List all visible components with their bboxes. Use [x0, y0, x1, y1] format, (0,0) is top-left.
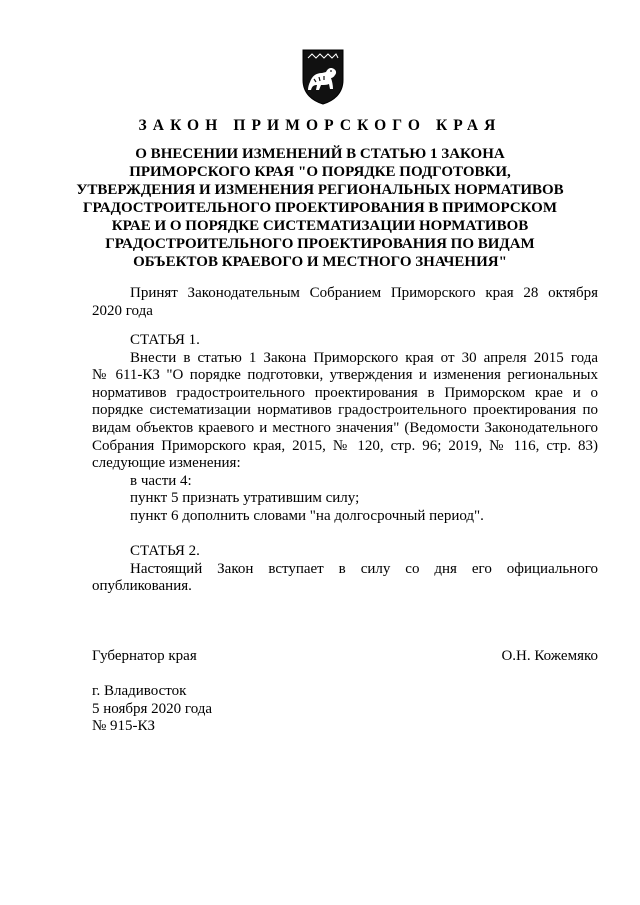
place-of-signing: г. Владивосток [92, 683, 187, 699]
article-line: порядке систематизации нормативов градостроительного проектирования по [92, 402, 598, 419]
amendment-item: в части 4: [130, 472, 192, 489]
article-heading: СТАТЬЯ 1. [130, 332, 200, 348]
article-line: Внести в статью 1 Закона Приморского края от 30 апреля 2015 года [130, 349, 598, 366]
article-line: следующие изменения: [92, 455, 241, 472]
adoption-note [92, 285, 598, 320]
law-subject [60, 145, 580, 271]
subject-line: О ВНЕСЕНИИ ИЗМЕНЕНИЙ В СТАТЬЮ 1 ЗАКОНА [135, 146, 505, 162]
amendment-item: пункт 5 признать утратившим силу; [130, 490, 360, 507]
subject-line: ОБЪЕКТОВ КРАЕВОГО И МЕСТНОГО ЗНАЧЕНИЯ" [133, 254, 507, 270]
article-line: видам объектов краевого и местного значения" (Ведомости Законодательного [92, 419, 598, 436]
law-number: № 915-КЗ [92, 718, 156, 735]
article-line: № 611-КЗ "О порядке подготовки, утверждения и изменения региональных [92, 367, 598, 384]
subject-line: КРАЕ И О ПОРЯДКЕ СИСТЕМАТИЗАЦИИ НОРМАТИВОВ [111, 218, 529, 234]
subject-line: УТВЕРЖДЕНИЯ И ИЗМЕНЕНИЯ РЕГИОНАЛЬНЫХ НОРМАТИВОВ [76, 182, 564, 198]
article-heading: СТАТЬЯ 2. [130, 543, 200, 559]
article-line: опубликования. [92, 578, 192, 595]
signature-block [92, 648, 598, 666]
signer-name: О.Н. Кожемяко [501, 648, 598, 664]
subject-line: ГРАДОСТРОИТЕЛЬНОГО ПРОЕКТИРОВАНИЯ ПО ВИДАМ [105, 236, 535, 252]
subject-line: ГРАДОСТРОИТЕЛЬНОГО ПРОЕКТИРОВАНИЯ В ПРИМОРСКОМ [83, 200, 557, 216]
signing-date: 5 ноября 2020 года [92, 700, 213, 717]
article-1 [92, 332, 598, 526]
coat-of-arms-icon [300, 46, 346, 106]
law-title: ЗАКОН ПРИМОРСКОГО КРАЯ [138, 117, 502, 134]
article-line: Настоящий Закон вступает в силу со дня его официального [130, 560, 598, 577]
adoption-line: 2020 года [92, 302, 153, 319]
subject-line: ПРИМОРСКОГО КРАЯ "О ПОРЯДКЕ ПОДГОТОВКИ, [129, 164, 511, 180]
signer-position: Губернатор края [92, 648, 197, 664]
adoption-line: Принят Законодательным Собранием Приморского края 28 октября [130, 285, 598, 301]
article-line: нормативов градостроительного проектирования в Приморском крае и о [92, 384, 598, 401]
amendment-item: пункт 6 дополнить словами "на долгосрочный период". [130, 507, 484, 524]
article-2 [92, 543, 598, 596]
article-line: Собрания Приморского края, 2015, № 120, стр. 96; 2019, № 116, стр. 83) [92, 437, 598, 454]
place-date-number [92, 683, 212, 736]
